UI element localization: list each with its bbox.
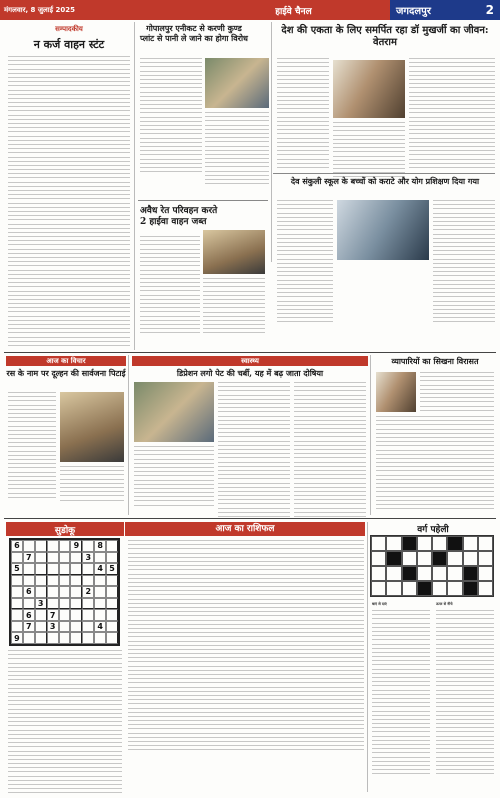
sudoku-cell	[11, 598, 23, 610]
sudoku-cell: 5	[11, 563, 23, 575]
crossword-cell	[402, 551, 417, 566]
story7-headline: व्यापारियों का सिखना विरासत	[391, 356, 479, 366]
crossword-title: वर्ग पहेली	[417, 525, 449, 535]
sudoku-cell	[35, 563, 47, 575]
editorial-body	[8, 56, 130, 349]
sudoku-cell	[94, 609, 106, 621]
sudoku-cell	[106, 598, 118, 610]
story2-body-2	[203, 278, 265, 337]
sudoku-cell	[82, 609, 94, 621]
sudoku-cell: 7	[23, 552, 35, 564]
story6	[132, 368, 368, 378]
story1-body	[140, 58, 202, 175]
sudoku-cell	[11, 609, 23, 621]
sudoku-cell	[70, 575, 82, 587]
sudoku-cell	[59, 609, 71, 621]
sudoku-cell: 9	[11, 632, 23, 644]
sudoku-cell	[35, 575, 47, 587]
crossword-cell	[417, 551, 432, 566]
column-divider	[134, 22, 135, 350]
sudoku-cell	[35, 609, 47, 621]
sudoku-cell	[94, 552, 106, 564]
sudoku-cell	[70, 552, 82, 564]
story5	[6, 368, 126, 378]
sudoku-cell	[70, 563, 82, 575]
story3	[275, 25, 495, 49]
sudoku-cell	[106, 609, 118, 621]
sudoku-cell	[106, 552, 118, 564]
crossword-cell	[447, 581, 462, 596]
story3-body-2	[333, 122, 405, 181]
sudoku-cell: 4	[94, 563, 106, 575]
sudoku-cell: 6	[23, 609, 35, 621]
story-divider	[138, 200, 268, 201]
story4	[275, 176, 495, 186]
sudoku-cell	[47, 563, 59, 575]
sudoku-cell	[47, 632, 59, 644]
crossword-cell	[386, 551, 401, 566]
sudoku-cell: 3	[47, 621, 59, 633]
crossword-cell	[386, 581, 401, 596]
sudoku-cell	[70, 586, 82, 598]
masthead-page-number: 2	[485, 3, 494, 17]
story2-body	[140, 236, 200, 337]
editorial	[6, 24, 132, 52]
story7	[374, 356, 496, 366]
story4-body-2	[433, 200, 495, 326]
story4-photo	[337, 200, 429, 260]
rashifal-title: आज का राशिफल	[125, 522, 365, 536]
sudoku-cell: 6	[11, 540, 23, 552]
sudoku-cell	[70, 632, 82, 644]
sudoku-cell: 9	[70, 540, 82, 552]
crossword-across-label: बाएं से दाएं	[372, 602, 387, 606]
sudoku-cell	[82, 621, 94, 633]
crossword-cell	[478, 581, 493, 596]
crossword-cell	[371, 551, 386, 566]
crossword-cell	[432, 566, 447, 581]
sudoku-cell	[59, 621, 71, 633]
sudoku-cell	[70, 621, 82, 633]
sudoku-cell	[11, 575, 23, 587]
sudoku-cell	[35, 621, 47, 633]
sudoku-cell	[94, 575, 106, 587]
sudoku-cell: 4	[94, 621, 106, 633]
sudoku-cell: 7	[47, 609, 59, 621]
sudoku-cell	[59, 575, 71, 587]
story6-body-2	[218, 382, 290, 520]
crossword-cell	[463, 566, 478, 581]
section-divider	[4, 518, 496, 519]
column-divider	[367, 522, 368, 792]
story3-body-3	[409, 58, 495, 171]
sudoku-cell	[35, 586, 47, 598]
story5-body-2	[60, 466, 124, 504]
sudoku-cell	[82, 563, 94, 575]
story4-body	[277, 200, 333, 326]
crossword-cell	[478, 551, 493, 566]
sudoku-cell	[82, 598, 94, 610]
crossword-cell	[432, 551, 447, 566]
crossword-down-clues	[436, 610, 494, 778]
crossword-cell	[417, 581, 432, 596]
story2-photo	[203, 230, 265, 274]
editorial-headline: न कर्ज वाहन स्टंट	[33, 38, 105, 51]
masthead-date: मंगलवार, 8 जुलाई 2025	[4, 5, 75, 14]
sudoku-cell	[11, 586, 23, 598]
sudoku-cell	[106, 575, 118, 587]
sudoku-cell	[70, 609, 82, 621]
masthead-city-box	[390, 0, 500, 20]
masthead-paper-name: हाईवे चैनल	[275, 6, 312, 17]
story2	[140, 206, 224, 228]
crossword-cell	[447, 551, 462, 566]
sudoku-cell	[82, 632, 94, 644]
sudoku-grid	[9, 538, 120, 646]
sudoku-title: सुडोकू	[6, 522, 124, 536]
story7-photo	[376, 372, 416, 412]
crossword-cell	[447, 536, 462, 551]
sudoku-cell	[23, 575, 35, 587]
story7-body-2	[376, 416, 494, 512]
sudoku-cell	[47, 586, 59, 598]
column-divider	[271, 22, 272, 262]
sudoku-cell: 5	[106, 563, 118, 575]
crossword-cell	[478, 566, 493, 581]
story5-photo	[60, 392, 124, 462]
crossword-cell	[402, 581, 417, 596]
crossword-cell	[386, 566, 401, 581]
story1-headline: गोपालपुर एनीकट से करणी कुण्ड प्लांट से पानी ले जाने का होगा विरोध	[140, 23, 248, 43]
crossword-cell	[417, 566, 432, 581]
section-divider	[4, 352, 496, 353]
sudoku-cell	[47, 575, 59, 587]
sudoku-cell	[94, 598, 106, 610]
sudoku-instructions	[8, 650, 122, 797]
story3-headline: देश की एकता के लिए समर्पित रहा डॉ मुखर्जी का जीवन: वेतराम	[281, 25, 489, 48]
sudoku-cell	[47, 552, 59, 564]
sudoku-cell	[23, 598, 35, 610]
sudoku-cell	[59, 552, 71, 564]
sudoku-cell	[106, 632, 118, 644]
sudoku-cell	[23, 632, 35, 644]
story6-label: स्वास्थ्य	[132, 356, 368, 366]
sudoku-cell	[35, 552, 47, 564]
story4-headline: देव संकुली स्कूल के बच्चों को कराटे और योग प्रशिक्षण दिया गया	[290, 176, 480, 186]
sudoku-cell	[94, 632, 106, 644]
sudoku-cell	[47, 598, 59, 610]
crossword-cell	[478, 536, 493, 551]
story3-photo	[333, 60, 405, 118]
sudoku-cell	[35, 540, 47, 552]
crossword-down-label: ऊपर से नीचे	[436, 602, 453, 606]
story6-body-3	[294, 382, 366, 520]
crossword-cell	[402, 566, 417, 581]
story2-headline: अवैध रेत परिवहन करते 2 हाईवा वाहन जब्त	[140, 206, 218, 227]
sudoku-cell	[59, 540, 71, 552]
masthead-city: जगदलपुर	[396, 6, 431, 17]
sudoku-cell: 8	[94, 540, 106, 552]
sudoku-cell	[70, 598, 82, 610]
story5-body	[8, 392, 56, 501]
sudoku-cell	[106, 621, 118, 633]
story1	[138, 23, 250, 43]
sudoku-cell: 3	[35, 598, 47, 610]
column-divider	[370, 355, 371, 515]
story5-label: आज का विचार	[6, 356, 126, 366]
story-divider	[273, 173, 495, 174]
sudoku-cell	[106, 586, 118, 598]
sudoku-cell: 6	[23, 586, 35, 598]
sudoku-cell	[106, 540, 118, 552]
crossword-cell	[402, 536, 417, 551]
crossword-cell	[371, 536, 386, 551]
sudoku-cell: 3	[82, 552, 94, 564]
story6-photo	[134, 382, 214, 442]
story3-body	[277, 58, 329, 171]
story5-headline: रस के नाम पर दूल्हन की सार्वजना पिटाई	[6, 368, 126, 378]
sudoku-cell	[82, 540, 94, 552]
crossword-cell	[463, 581, 478, 596]
sudoku-cell: 2	[82, 586, 94, 598]
crossword-cell	[432, 581, 447, 596]
sudoku-cell	[94, 586, 106, 598]
sudoku-cell	[23, 540, 35, 552]
crossword-cell	[447, 566, 462, 581]
sudoku-cell	[59, 598, 71, 610]
crossword-cell	[371, 566, 386, 581]
story1-photo	[205, 58, 269, 108]
crossword-grid	[370, 535, 494, 597]
sudoku-cell	[35, 632, 47, 644]
story7-body	[420, 372, 494, 414]
sudoku-cell: 7	[23, 621, 35, 633]
sudoku-cell	[47, 540, 59, 552]
crossword-cell	[371, 581, 386, 596]
sudoku-cell	[59, 563, 71, 575]
sudoku-cell	[82, 575, 94, 587]
masthead	[0, 0, 500, 20]
crossword-across-clues	[372, 610, 430, 778]
story1-body-2	[205, 112, 269, 187]
editorial-label: सम्पादकीय	[55, 24, 83, 33]
crossword-cell	[463, 536, 478, 551]
sudoku-cell	[11, 552, 23, 564]
crossword-cell	[463, 551, 478, 566]
story6-body	[134, 446, 214, 509]
rashifal-body	[128, 540, 364, 754]
column-divider	[128, 355, 129, 515]
story6-headline: डिप्रेशन लगो पेट की चर्बी, यह में बढ़ जाता दोषिया	[176, 368, 324, 378]
crossword-cell	[386, 536, 401, 551]
sudoku-cell	[11, 621, 23, 633]
crossword-cell	[417, 536, 432, 551]
sudoku-cell	[59, 632, 71, 644]
sudoku-cell	[23, 563, 35, 575]
sudoku-cell	[59, 586, 71, 598]
crossword-cell	[432, 536, 447, 551]
